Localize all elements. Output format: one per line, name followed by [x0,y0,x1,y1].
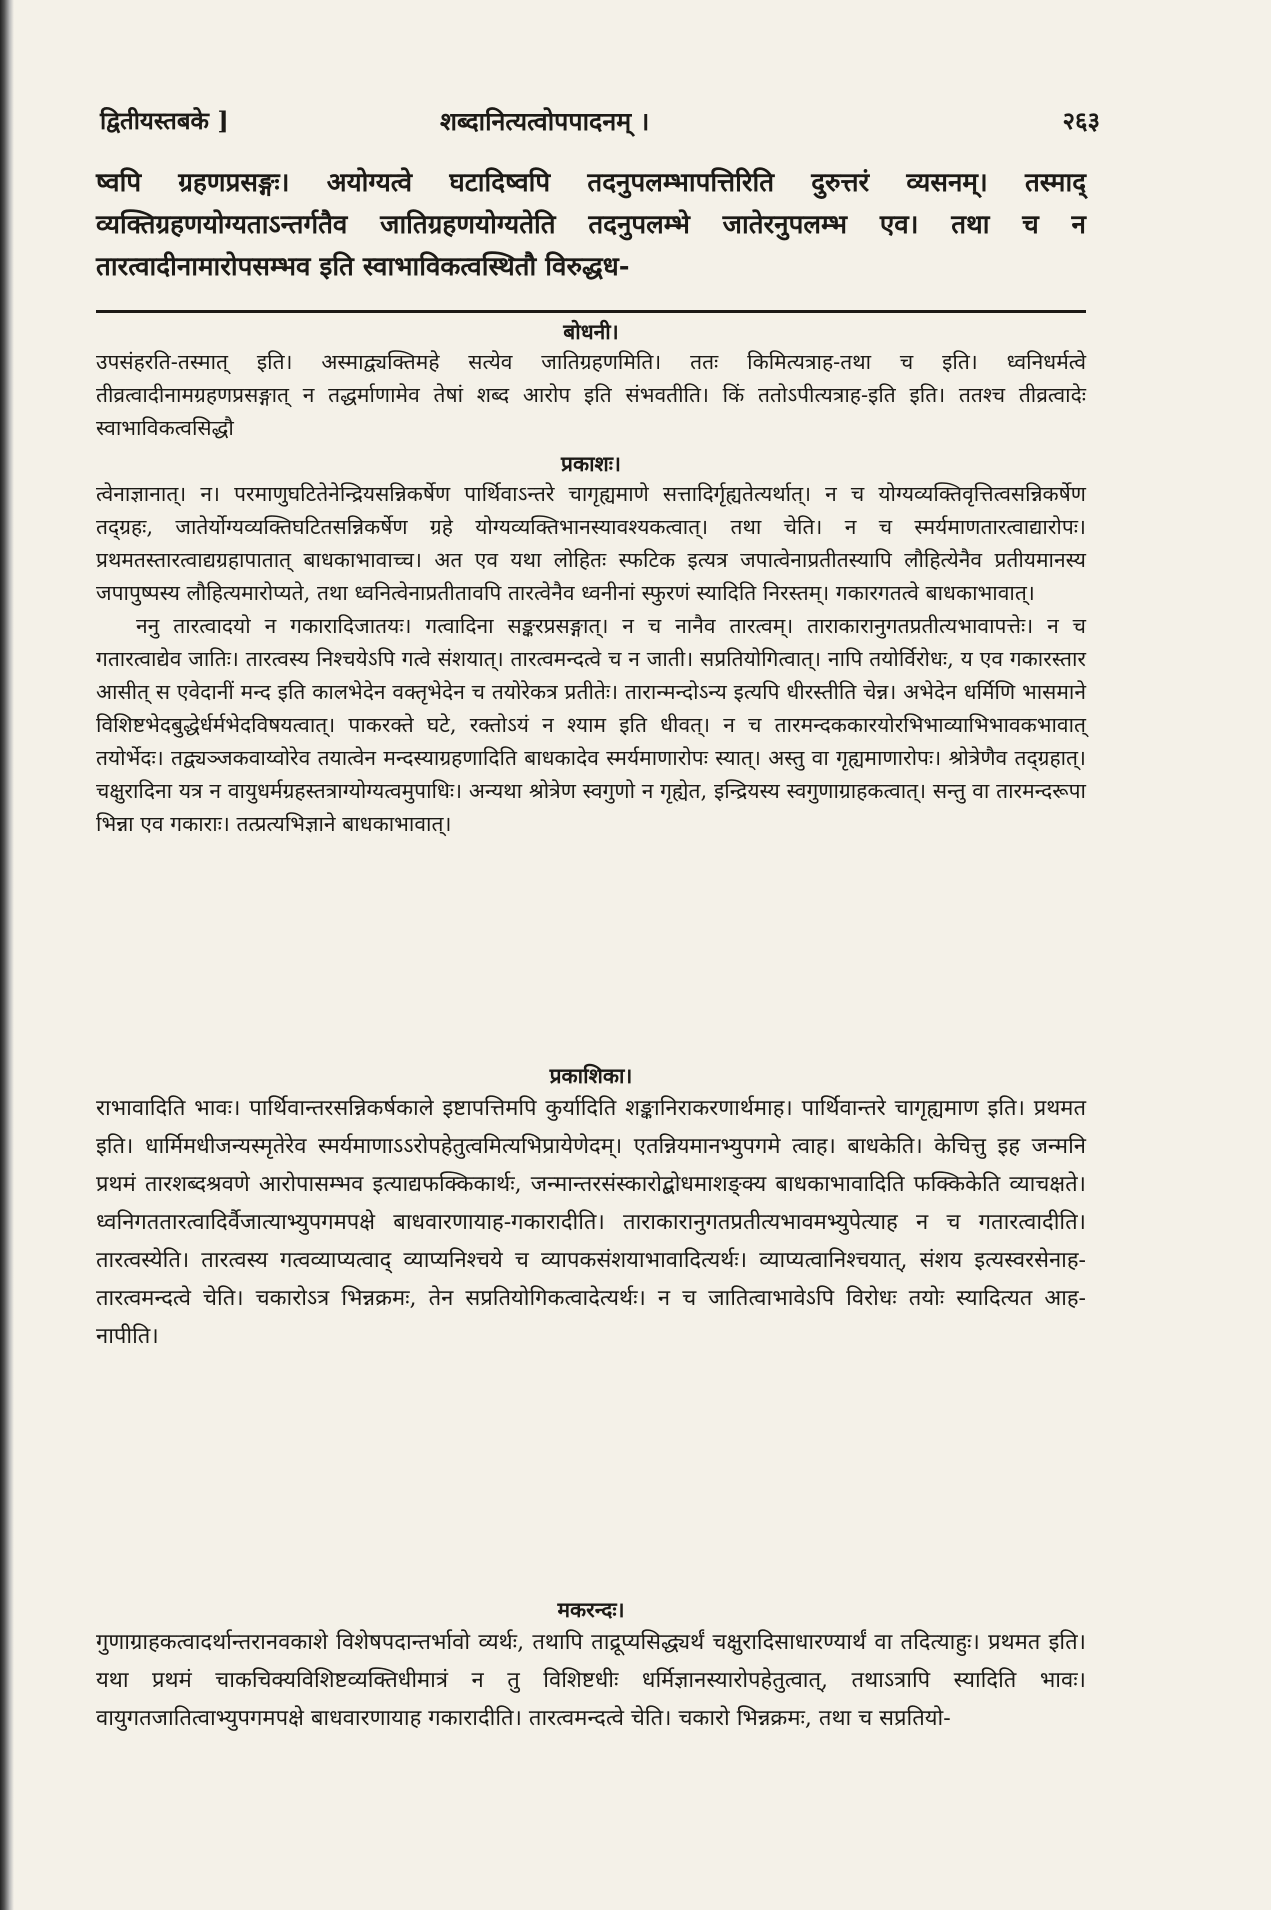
book-spine-shadow [0,0,14,1910]
header-title: शब्दानित्यत्वोपपादनम् । [440,107,650,136]
prakasha-section [96,450,1086,841]
prakasha-title: प्रकाशः। [561,451,621,476]
makaranda-text: गुणाग्राहकत्वादर्थान्तरानवकाशे विशेषपदान्तर्भावो व्यर्थः, तथापि ताद्रूप्यसिद्ध्यर्थं चक्षुरादिसाधारण्यार्थं वा तदित्याहुः। प्रथमत इति। यथा प्रथमं चाकचिक्यविशिष्टव्यक्तिधीमात्रं न तु विशिष्टधीः धर्मिज्ञानस्यारोपहेतुत्वात्, तथाऽत्रापि स्यादिति भावः। वायुगतजातित्वाभ्युपगमपक्षे बाधवारणायाह गकारादीति। तारत्वमन्दत्वे चेति। चकारो भिन्नक्रमः, तथा च सप्रतियो- [96,1630,1086,1731]
bodhani-section [96,318,1086,445]
running-header [100,100,1100,136]
prakashika-section [96,1062,1086,1356]
mula-text: ष्वपि ग्रहणप्रसङ्गः। अयोग्यत्वे घटादिष्वपि तदनुपलम्भापत्तिरिति दुरुत्तरं व्यसनम्। तस्माद् व्यक्तिग्रहणयोग्यताऽन्तर्गतैव जातिग्रहणयोग्यतेति तदनुपलम्भे जातेरनुपलम्भ एव। तथा च न तारत्वादीनामारोपसम्भव इति स्वाभाविकत्वस्थितौ विरुद्धध- [96,168,1086,282]
bodhani-text: उपसंहरति-तस्मात् इति। अस्माद्व्यक्तिमहे सत्येव जातिग्रहणमिति। ततः किमित्यत्राह-तथा च इति। ध्वनिधर्मत्वे तीव्रत्वादीनामग्रहणप्रसङ्गात् न तद्धर्माणामेव तेषां शब्द आरोप इति संभवतीति। किं ततोऽपीत्यत्राह-इति इति। ततश्च तीव्रत्वादेः स्वाभाविकत्वसिद्धौ [96,350,1086,440]
bodhani-title: बोधनी। [563,319,619,344]
prakasha-para-2: ननु तारत्वादयो न गकारादिजातयः। गत्वादिना सङ्करप्रसङ्गात्। न च नानैव तारत्वम्। ताराकारानुगतप्रतीत्यभावापत्तेः। न च गतारत्वाद्येव जातिः। तारत्वस्य निश्चयेऽपि गत्वे संशयात्। तारत्वमन्दत्वे च न जाती। सप्रतियोगित्वात्। नापि तयोर्विरोधः, य एव गकारस्तार आसीत् स एवेदानीं मन्द इति कालभेदेन वक्तृभेदेन च तयोरेकत्र प्रतीतेः। तारान्मन्दोऽन्य इत्यपि धीरस्तीति चेन्न। अभेदेन धर्मिणि भासमाने विशिष्टभेदबुद्धेर्धर्मभेदविषयत्वात्। पाकरक्ते घटे, रक्तोऽयं न श्याम इति धीवत्। न च तारमन्दककारयोरभिभाव्याभिभावकभावात् तयोर्भेदः। तद्व्यञ्जकवाय्वोरेव तयात्वेन मन्दस्याग्रहणादिति बाधकादेव स्मर्यमाणारोपः स्यात्। अस्तु वा गृह्यमाणारोपः। श्रोत्रेणैव तद्ग्रहात्। चक्षुरादिना यत्र न वायुधर्मग्रहस्तत्राग्योग्यत्वमुपाधिः। अन्यथा श्रोत्रेण स्वगुणो न गृह्येत, इन्द्रियस्य स्वगुणाग्राहकत्वात्। सन्तु वा तारमन्दरूपा भिन्ना एव गकाराः। तत्प्रत्यभिज्ञाने बाधकाभावात्। [96,614,1086,836]
prakasha-para-1: त्वेनाज्ञानात्। न। परमाणुघटितेनेन्द्रियसन्निकर्षेण पार्थिवाऽन्तरे चागृह्यमाणे सत्तादिर्गृह्यतेत्यर्थात्। न च योग्यव्यक्तिवृत्तित्वसन्निकर्षेण तद्ग्रहः, जातेर्योग्यव्यक्तिघटितसन्निकर्षेण ग्रहे योग्यव्यक्तिभानस्यावश्यकत्वात्। तथा चेति। न च स्मर्यमाणतारत्वाद्यारोपः। प्रथमतस्तारत्वाद्यग्रहापातात् बाधकाभावाच्च। अत एव यथा लोहितः स्फटिक इत्यत्र जपात्वेनाप्रतीतस्यापि लौहित्येनैव प्रतीयमानस्य जपापुष्पस्य लौहित्यमारोप्यते, तथा ध्वनित्वेनाप्रतीतावपि तारत्वेनैव ध्वनीनां स्फुरणं स्यादिति निरस्तम्। गकारगतत्वे बाधकाभावात्। [96,482,1086,605]
prakashika-text: राभावादिति भावः। पार्थिवान्तरसन्निकर्षकाले इष्टापत्तिमपि कुर्यादिति शङ्कानिराकरणार्थमाह। पार्थिवान्तरे चागृह्यमाण इति। प्रथमत इति। धार्मिमधीजन्यस्मृतेरेव स्मर्यमाणाऽऽरोपहेतुत्वमित्यभिप्रायेणेदम्। एतन्नियमानभ्युपगमे त्वाह। बाधकेति। केचित्तु इह जन्मनि प्रथमं तारशब्दश्रवणे आरोपासम्भव इत्याद्यफक्किकार्थः, जन्मान्तरसंस्कारोद्बोधमाशङ्क्य बाधकाभावादिति फक्किकेति व्याचक्षते। ध्वनिगततारत्वादिर्वैजात्याभ्युपगमपक्षे बाधवारणायाह-गकारादीति। ताराकारानुगतप्रतीत्यभावमभ्युपेत्याह न च गतारत्वादीति। तारत्वस्येति। तारत्वस्य गत्वव्याप्यत्वाद् व्याप्यनिश्चये च व्यापकसंशयाभावादित्यर्थः। व्याप्यत्वानिश्चयात्, संशय इत्यस्वरसेनाह-तारत्वमन्दत्वे चेति। चकारोऽत्र भिन्नक्रमः, तेन सप्रतियोगिकत्वादेत्यर्थः। न च जातित्वाभावेऽपि विरोधः तयोः स्यादित्यत आह-नापीति। [96,1096,1086,1349]
makaranda-section [96,1596,1086,1738]
makaranda-title: मकरन्दः। [557,1597,625,1622]
header-chapter: द्वितीयस्तबके ] [100,106,229,135]
separator-rule [96,310,1086,313]
page-number: २६३ [1062,106,1100,135]
prakashika-title: प्रकाशिका। [549,1063,633,1088]
